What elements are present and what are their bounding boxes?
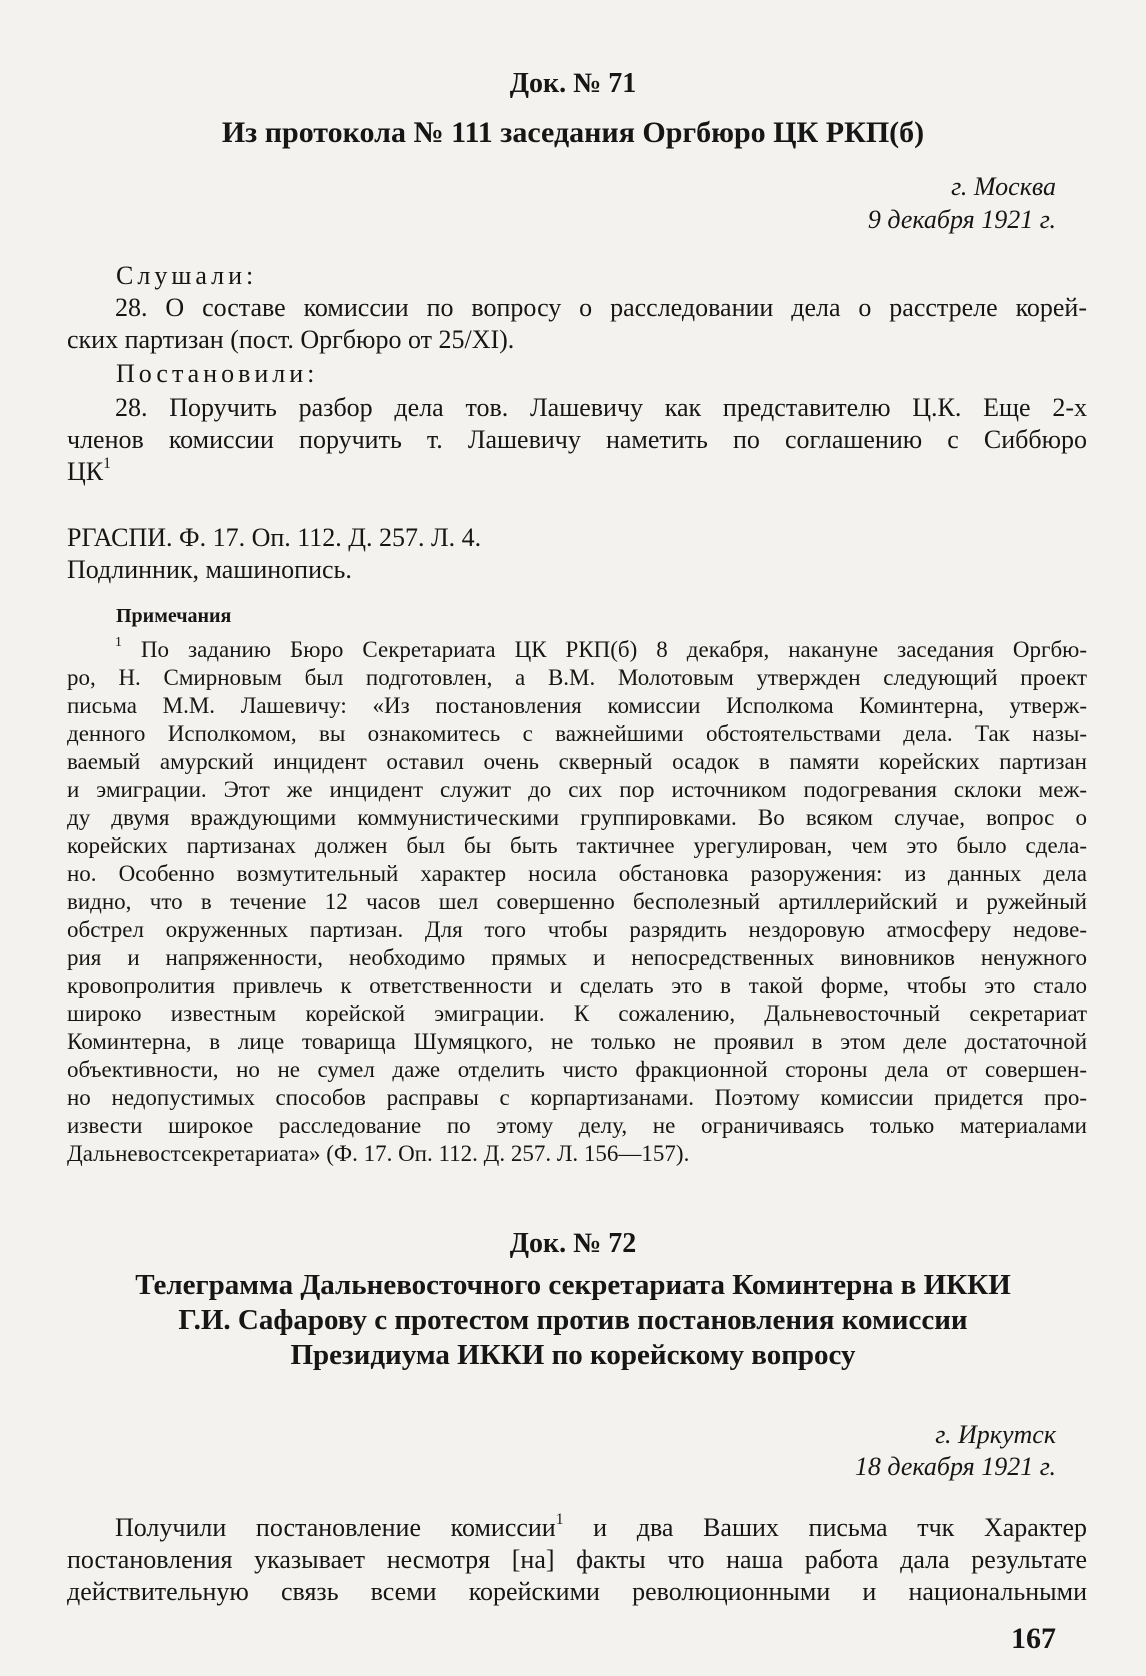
note-line: ро, Н. Смирновым был подготовлен, а В.М. Молотовым утвержден следующий проект <box>67 665 1087 690</box>
note-line: но недопустимых способов расправы с корпартизанами. Поэтому комиссии придется про- <box>67 1085 1087 1110</box>
note-line: извести широкое расследование по этому делу, не ограничиваясь только материалами <box>67 1113 1087 1138</box>
note-line: кровопролития привлечь к ответственности и сделать это в такой форме, чтобы это стало <box>67 973 1087 998</box>
note-line-last: Дальневостсекретариата» (Ф. 17. Оп. 112. Д. 257. Л. 156—157). <box>67 1141 690 1166</box>
doc72-number: Док. № 72 <box>509 1228 637 1259</box>
doc72-title-line: Телеграмма Дальневосточного секретариата Коминтерна в ИККИ <box>135 1269 1011 1301</box>
note-line: Коминтерна, в лице товарища Шумяцкого, не только не проявил в этом деле достаточной <box>67 1029 1087 1054</box>
doc72-title-line: Президиума ИККИ по корейскому вопросу <box>290 1339 856 1371</box>
notes-heading: Примечания <box>116 605 232 627</box>
heard-label: Слушали: <box>116 261 258 290</box>
resolved-line-2: членов комиссии поручить т. Лашевичу наметить по соглашению с Сиббюро <box>67 425 1087 454</box>
doc71-place: г. Москва <box>951 172 1056 201</box>
note-line: ваемый амурский инцидент оставил очень скверный осадок в памяти корейских партизан <box>67 749 1087 774</box>
note-line: корейских партизанах должен был бы быть тактичнее урегулирован, чем это было сдела- <box>67 833 1087 858</box>
resolved-line-3: $ЦК^1$ <box>67 455 111 486</box>
doc72-body-line-first: Получили постановление комиссии$^1$ и два Ваших письма тчк Характер <box>115 1511 1088 1542</box>
note-line: письма М.М. Лашевичу: «Из постановления комиссии Исполкома Коминтерна, утверж- <box>67 693 1087 718</box>
doc71-title: Из протокола № 111 заседания Оргбюро ЦК РКП(б) <box>221 116 925 149</box>
resolved-line-1: 28. Поручить разбор дела тов. Лашевичу как представителю Ц.К. Еще 2-х <box>115 393 1087 422</box>
note-line: денного Исполкомом, вы ознакомитесь с важнейшими обстоятельствами дела. Так назы- <box>67 721 1087 746</box>
origin-note: Подлинник, машинопись. <box>67 555 352 584</box>
resolved-label: Постановили: <box>116 359 319 388</box>
doc72-title <box>0 1268 1146 1373</box>
note-line: широко известным корейской эмиграции. К сожалению, Дальневосточный секретариат <box>67 1001 1087 1026</box>
doc72-date: 18 декабря 1921 г. <box>854 1452 1056 1481</box>
doc72-body-line: действительную связь всеми корейскими революционными и национальными <box>67 1577 1087 1606</box>
doc72-title-line: Г.И. Сафарову с протестом против постановления комиссии <box>178 1304 968 1336</box>
note-line: видно, что в течение 12 часов шел совершенно бесполезный артиллерийский и ружейный <box>67 889 1087 914</box>
note-line: объективности, но не сумел даже отделить чисто фракционной стороны дела от совершен- <box>67 1057 1087 1082</box>
heard-line-2: ских партизан (пост. Оргбюро от 25/XI). <box>67 325 515 354</box>
note-line: рия и напряженности, необходимо прямых и непосредственных виновников ненужного <box>67 945 1087 970</box>
page-number: 167 <box>1011 1622 1056 1655</box>
note-line-first: $^1$ По заданию Бюро Секретариата ЦК РКП(б) 8 декабря, накануне заседания Оргбю- <box>115 634 1087 662</box>
note-line: и эмиграции. Этот же инцидент служит до сих пор источником подогревания склоки меж- <box>67 777 1087 802</box>
doc71-number: Док. № 71 <box>509 68 637 99</box>
note-line: обстрел окруженных партизан. Для того чтобы разрядить нездоровую атмосферу недове- <box>67 917 1087 942</box>
archive-reference: РГАСПИ. Ф. 17. Оп. 112. Д. 257. Л. 4. <box>67 523 482 552</box>
doc72-body-line: постановления указывает несмотря [на] факты что наша работа дала результате <box>67 1545 1087 1574</box>
doc71-date: 9 декабря 1921 г. <box>867 205 1056 234</box>
heard-line-1: 28. О составе комиссии по вопросу о расследовании дела о расстреле корей- <box>115 293 1087 322</box>
note-line: ду двумя враждующими коммунистическими группировками. Во всяком случае, вопрос о <box>67 805 1087 830</box>
note-line: но. Особенно возмутительный характер носила обстановка разоружения: из данных дела <box>67 861 1087 886</box>
doc72-place: г. Иркутск <box>935 1420 1056 1449</box>
